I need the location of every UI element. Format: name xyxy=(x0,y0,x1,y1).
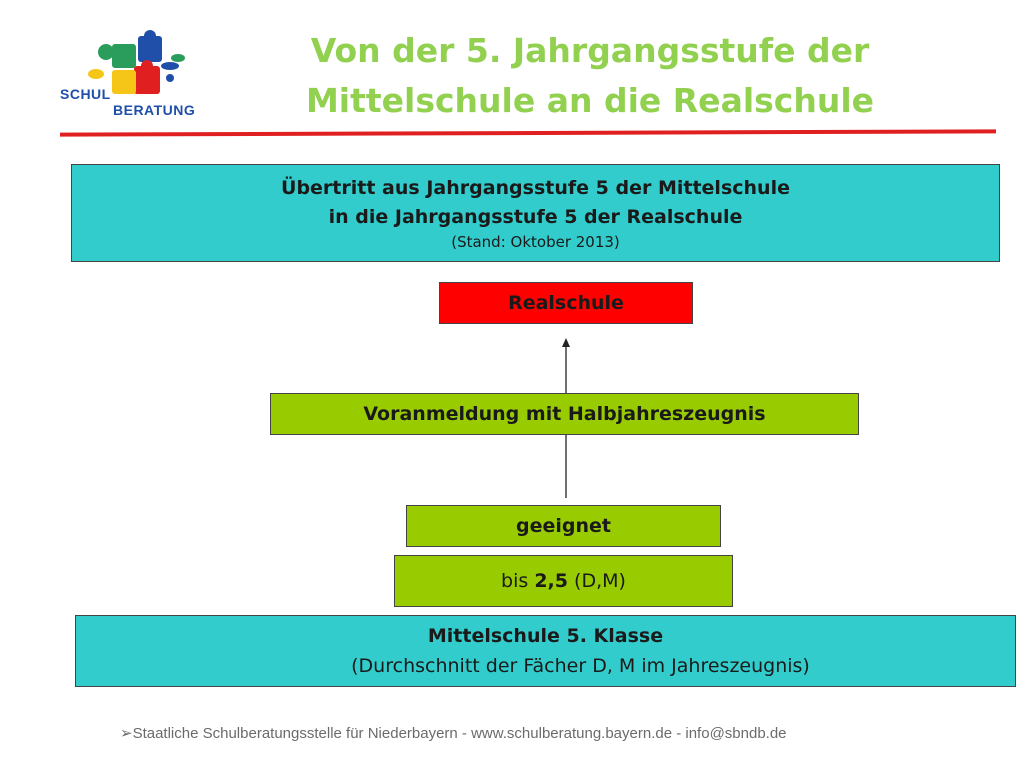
title-line-1: Von der 5. Jahrgangsstufe der xyxy=(310,31,870,70)
title-divider xyxy=(60,129,996,136)
logo-text-beratung: BERATUNG xyxy=(113,102,196,118)
header-status: (Stand: Oktober 2013) xyxy=(451,233,620,251)
header-line-1: Übertritt aus Jahrgangsstufe 5 der Mittelschule xyxy=(281,177,790,199)
title-line-2: Mittelschule an die Realschule xyxy=(305,81,875,120)
page-title xyxy=(240,26,940,126)
grade-value: 2,5 xyxy=(534,570,568,592)
logo-text-schul: SCHUL xyxy=(60,86,111,102)
realschule-box: Realschule xyxy=(439,282,693,324)
bullet-arrow-icon: ➢ xyxy=(120,725,133,742)
grade-threshold-box xyxy=(394,555,733,607)
mittelschule-note: (Durchschnitt der Fächer D, M im Jahreszeugnis) xyxy=(351,655,810,677)
grade-prefix: bis xyxy=(501,570,535,592)
footer-content: Staatliche Schulberatungsstelle für Niederbayern - www.schulberatung.bayern.de - info@sbndb.de xyxy=(132,725,787,742)
header-line-2: in die Jahrgangsstufe 5 der Realschule xyxy=(328,206,743,228)
mittelschule-box xyxy=(75,615,1016,687)
mittelschule-title: Mittelschule 5. Klasse xyxy=(427,625,664,647)
footer-text xyxy=(120,724,787,742)
voranmeldung-box: Voranmeldung mit Halbjahreszeugnis xyxy=(270,393,859,435)
geeignet-box: geeignet xyxy=(406,505,721,547)
grade-suffix: (D,M) xyxy=(568,570,626,592)
header-box xyxy=(71,164,1000,262)
